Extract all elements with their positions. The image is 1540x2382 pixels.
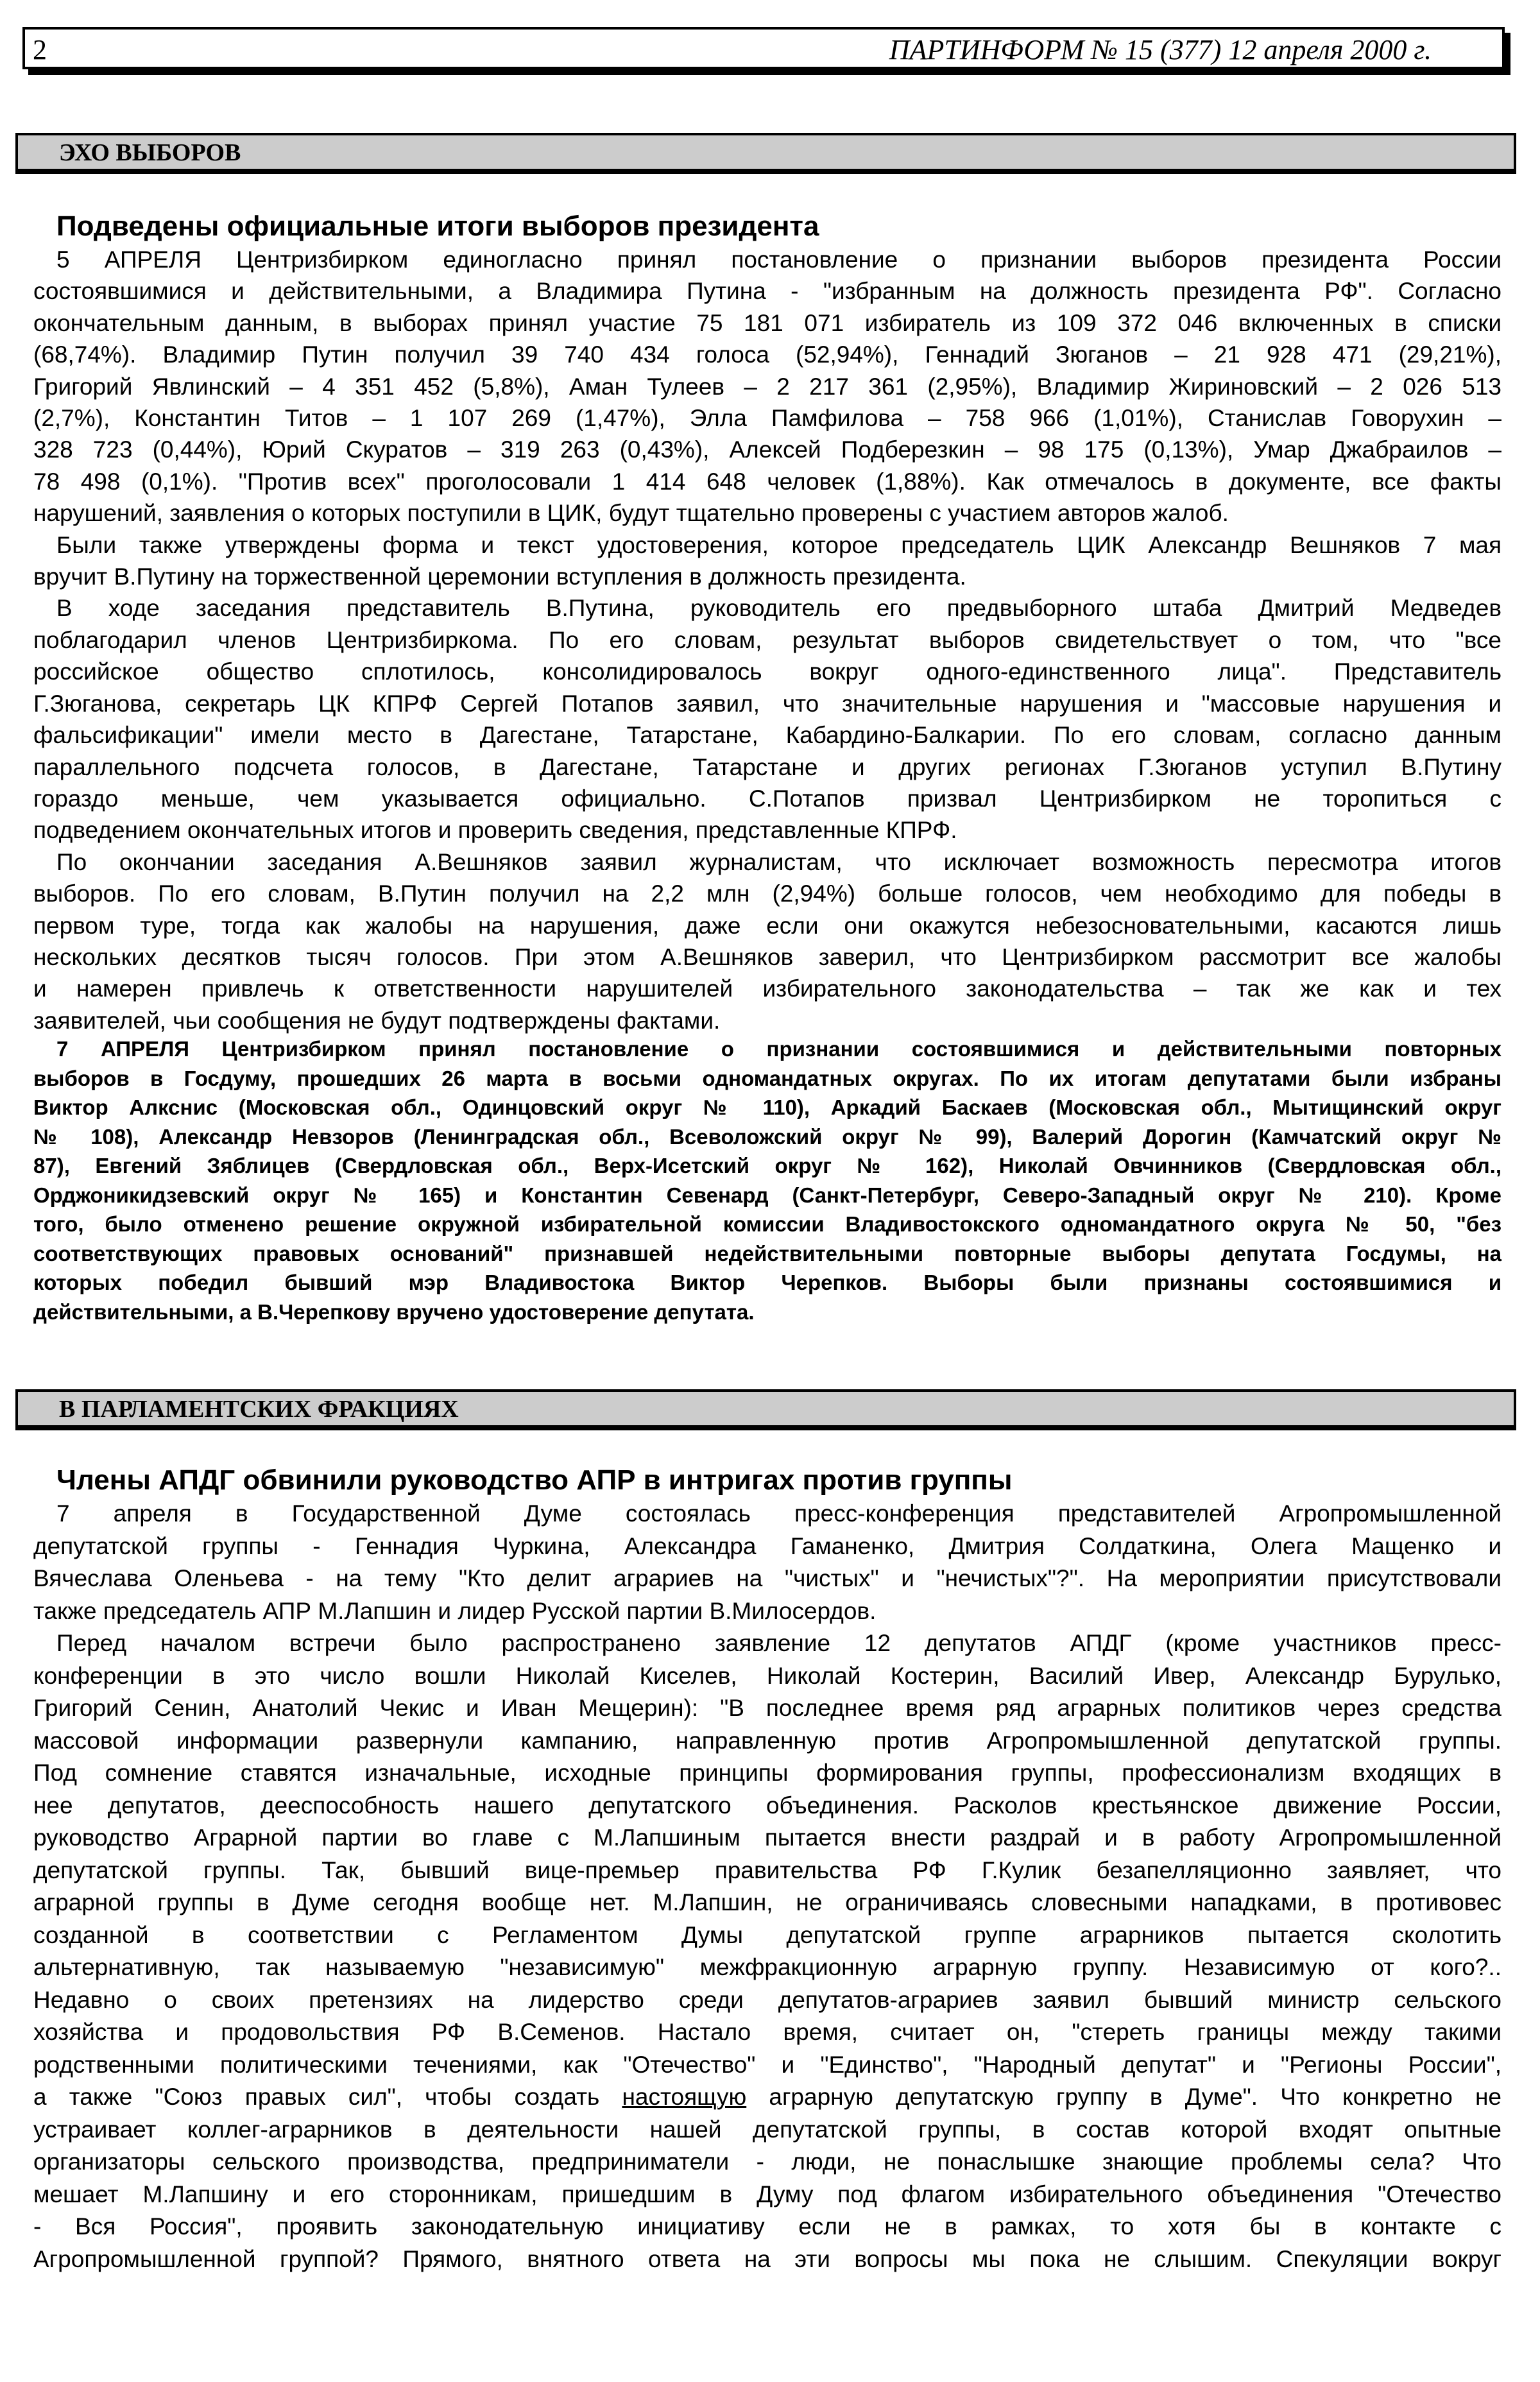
text-line: аграрной группы в Думе сегодня вообще нет. М.Лапшин, не ограничиваясь словесными нападками, в противовес [33, 1889, 1502, 1915]
text-line: заявителей, чьи сообщения не будут подтверждены фактами. [33, 1007, 721, 1034]
text-line: Были также утверждены форма и текст удостоверения, которое председатель ЦИК Александр Вешняков 7 мая [56, 531, 1502, 558]
paragraph [33, 592, 1502, 846]
text-line: По окончании заседания А.Вешняков заявил журналистам, что исключает возможность пересмотра итогов [56, 848, 1502, 875]
section-title: ЭХО ВЫБОРОВ [59, 139, 241, 166]
text-line: Под сомнение ставятся изначальные, исходные принципы формирования группы, профессионализм входящих в [33, 1760, 1502, 1786]
bold-news-paragraph [33, 1034, 1502, 1326]
text-line: поблагодарил членов Центризбиркома. По его словам, результат выборов свидетельствует о том, что "все [33, 626, 1502, 653]
page-number: 2 [33, 34, 47, 65]
underlined-word: настоящую [622, 2084, 747, 2110]
text-line: окончательным данным, в выборах принял участие 75 181 071 избиратель из 109 372 046 включенных в списки [33, 309, 1502, 336]
text-line: того, было отменено решение окружной избирательной комиссии Владивостокского одномандатного округа № 50, "без [33, 1212, 1502, 1236]
paragraph [33, 846, 1502, 1036]
text-line: параллельного подсчета голосов, в Дагестане, Татарстане и других регионах Г.Зюганов уступил В.Путину [33, 753, 1502, 780]
text-line: хозяйства и продовольствия РФ В.Семенов. Настало время, считает он, "стереть границы между такими [33, 2019, 1502, 2045]
text-line: выборов в Госдуму, прошедших 26 марта в восьми одномандатных округах. По их итогам депутатами были избраны [33, 1066, 1502, 1090]
text-line: нарушений, заявления о которых поступили в ЦИК, будут тщательно проверены с участием авторов жалоб. [33, 500, 1229, 527]
text-line: (68,74%). Владимир Путин получил 39 740 434 голоса (52,94%), Геннадий Зюганов – 21 928 471 (29,21%), [33, 341, 1502, 368]
text-line: депутатской группы. Так, бывший вице-премьер правительства РФ Г.Кулик безапелляционно заявляет, что [33, 1856, 1502, 1883]
article-body [33, 244, 1502, 1036]
text-line: также председатель АПР М.Лапшин и лидер Русской партии В.Милосердов. [33, 1597, 877, 1624]
text-line: Недавно о своих претензиях на лидерство среди депутатов-аграриев заявил бывший министр сельского [33, 1986, 1502, 2013]
paragraph [33, 1627, 1502, 2275]
text-line: 7 апреля в Государственной Думе состоялась пресс-конференция представителей Агропромышленной [56, 1500, 1502, 1527]
text-line: мешает М.Лапшину и его сторонникам, пришедшим в Думу под флагом избирательного объединения "Отечество [33, 2181, 1502, 2207]
text-line: Григорий Явлинский – 4 351 452 (5,8%), Аман Тулеев – 2 217 361 (2,95%), Владимир Жириновский – 2 026 513 [33, 373, 1502, 400]
text-line: руководство Аграрной партии во главе с М.Лапшиным пытается внести раздрай и в работу Агропромышленной [33, 1824, 1502, 1851]
text-line: Виктор Алкснис (Московская обл., Одинцовский округ № 110), Аркадий Баскаев (Московская обл., Мытищинский округ [33, 1095, 1502, 1119]
text-line: российское общество сплотилось, консолидировалось вокруг одного-единственного лица". Представитель [33, 658, 1502, 685]
text-line: - Вся Россия", проявить законодательную инициативу если не в рамках, то хотя бы в контакте с [33, 2213, 1502, 2240]
text-line: 7 АПРЕЛЯ Центризбирком принял постановление о признании состоявшимися и действительными повторных [56, 1037, 1502, 1061]
text-line: первом туре, тогда как жалобы на нарушения, даже если они окажутся небезосновательными, касаются лишь [33, 912, 1502, 939]
text-line: устраивает коллег-аграрников в деятельности нашей депутатской группы, в состав которой входят опытные [33, 2116, 1502, 2143]
paragraph [33, 1498, 1502, 1627]
text-line: которых победил бывший мэр Владивостока Виктор Черепков. Выборы были признаны состоявшимися и [33, 1271, 1502, 1294]
text-line: Вячеслава Оленьева - на тему "Кто делит аграриев на "чистых" и "нечистых"?". На мероприятии присутствовали [33, 1565, 1502, 1591]
section-bar-parliament-factions [15, 1389, 1516, 1430]
text-line: родственными политическими течениями, как "Отечество" и "Единство", "Народный депутат" и "Регионы России", [33, 2051, 1502, 2078]
text-line: подведением окончательных итогов и проверить сведения, представленные КПРФ. [33, 817, 957, 844]
text-segment: аграрную депутатскую группу в Думе". Что конкретно не [746, 2084, 1502, 2110]
text-line: 5 АПРЕЛЯ Центризбирком единогласно принял постановление о признании выборов президента России [56, 246, 1502, 273]
text-line: выборов. По его словам, В.Путин получил на 2,2 млн (2,94%) больше голосов, чем необходимо для победы в [33, 880, 1502, 907]
text-line: (2,7%), Константин Титов – 1 107 269 (1,47%), Элла Памфилова – 758 966 (1,01%), Станислав Говорухин – [33, 405, 1502, 432]
text-line: вручит В.Путину на торжественной церемонии вступления в должность президента. [33, 563, 966, 590]
text-line: массовой информации развернули кампанию, направленную против Агропромышленной депутатской группы. [33, 1727, 1502, 1754]
text-line: нее депутатов, дееспособность нашего депутатского объединения. Расколов крестьянское движение России, [33, 1792, 1502, 1819]
text-line: 328 723 (0,44%), Юрий Скуратов – 319 263 (0,43%), Алексей Подберезкин – 98 175 (0,13%), Умар Джабраилов – [33, 436, 1502, 463]
text-line: В ходе заседания представитель В.Путина, руководитель его предвыборного штаба Дмитрий Медведев [56, 595, 1502, 622]
page-header [22, 27, 1505, 69]
article-headline: Члены АПДГ обвинили руководство АПР в интригах против группы [56, 1464, 1013, 1496]
issue-title: ПАРТИНФОРМ № 15 (377) 12 апреля 2000 г. [889, 34, 1432, 65]
text-line: гораздо меньше, чем указывается официально. С.Потапов призвал Центризбирком не торопиться с [33, 785, 1502, 812]
text-line: Орджоникидзевский округ № 165) и Константин Севенард (Санкт-Петербург, Северо-Западный округ № 210). Кроме [33, 1183, 1502, 1207]
text-line: конференции в это число вошли Николай Киселев, Николай Костерин, Василий Ивер, Александр Бурулько, [33, 1662, 1502, 1689]
text-line: фальсификации" имели место в Дагестане, Татарстане, Кабардино-Балкарии. По его словам, согласно данным [33, 722, 1502, 749]
paragraph [33, 529, 1502, 593]
section-bar-election-echo [15, 133, 1516, 174]
text-line: и намерен привлечь к ответственности нарушителей избирательного законодательства – так же как и тех [33, 975, 1502, 1002]
text-segment: а также "Союз правых сил", чтобы создать [33, 2084, 622, 2110]
text-line: 78 498 (0,1%). "Против всех" проголосовали 1 414 648 человек (1,88%). Как отмечалось в документе, все факты [33, 468, 1502, 495]
text-line [33, 2081, 1502, 2114]
text-line: 87), Евгений Зяблицев (Свердловская обл., Верх-Исетский округ № 162), Николай Овчинников (Свердловская обл., [33, 1154, 1502, 1178]
text-line: депутатской группы - Геннадия Чуркина, Александра Гаманенко, Дмитрия Солдаткина, Олега Мащенко и [33, 1532, 1502, 1559]
text-line: Григорий Сенин, Анатолий Чекис и Иван Мещерин): "В последнее время ряд аграрных политиков через средства [33, 1695, 1502, 1721]
text-line: нескольких десятков тысяч голосов. При этом А.Вешняков заверил, что Центризбирком рассмотрит все жалобы [33, 943, 1502, 970]
paragraph [33, 244, 1502, 529]
text-line: Г.Зюганова, секретарь ЦК КПРФ Сергей Потапов заявил, что значительные нарушения и "массовые нарушения и [33, 690, 1502, 717]
article-body [33, 1498, 1502, 2275]
text-line: альтернативную, так называемую "независимую" межфракционную аграрную группу. Независимую от кого?.. [33, 1954, 1502, 1980]
section-title: В ПАРЛАМЕНТСКИХ ФРАКЦИЯХ [59, 1396, 459, 1423]
text-line: Агропромышленной группой? Прямого, внятного ответа на эти вопросы мы пока не слышим. Спекуляции вокруг [33, 2245, 1502, 2272]
text-line: действительными, а В.Черепкову вручено удостоверение депутата. [33, 1299, 755, 1324]
article-headline: Подведены официальные итоги выборов президента [56, 210, 819, 242]
text-line: состоявшимися и действительными, а Владимира Путина - "избранным на должность президента РФ". Согласно [33, 278, 1502, 305]
text-line: соответствующих правовых оснований" признавшей недействительными повторные выборы депутата Госдумы, на [33, 1241, 1502, 1265]
text-line: организаторы сельского производства, предприниматели - люди, не понаслышке знающие проблемы села? Что [33, 2148, 1502, 2175]
text-line: Перед началом встречи было распространено заявление 12 депутатов АПДГ (кроме участников пресс- [56, 1630, 1502, 1656]
text-line: созданной в соответствии с Регламентом Думы депутатской группе аграрников пытается сколотить [33, 1921, 1502, 1948]
text-line: № 108), Александр Невзоров (Ленинградская обл., Всеволожский округ № 99), Валерий Дорогин (Камчатский округ № [33, 1124, 1502, 1149]
